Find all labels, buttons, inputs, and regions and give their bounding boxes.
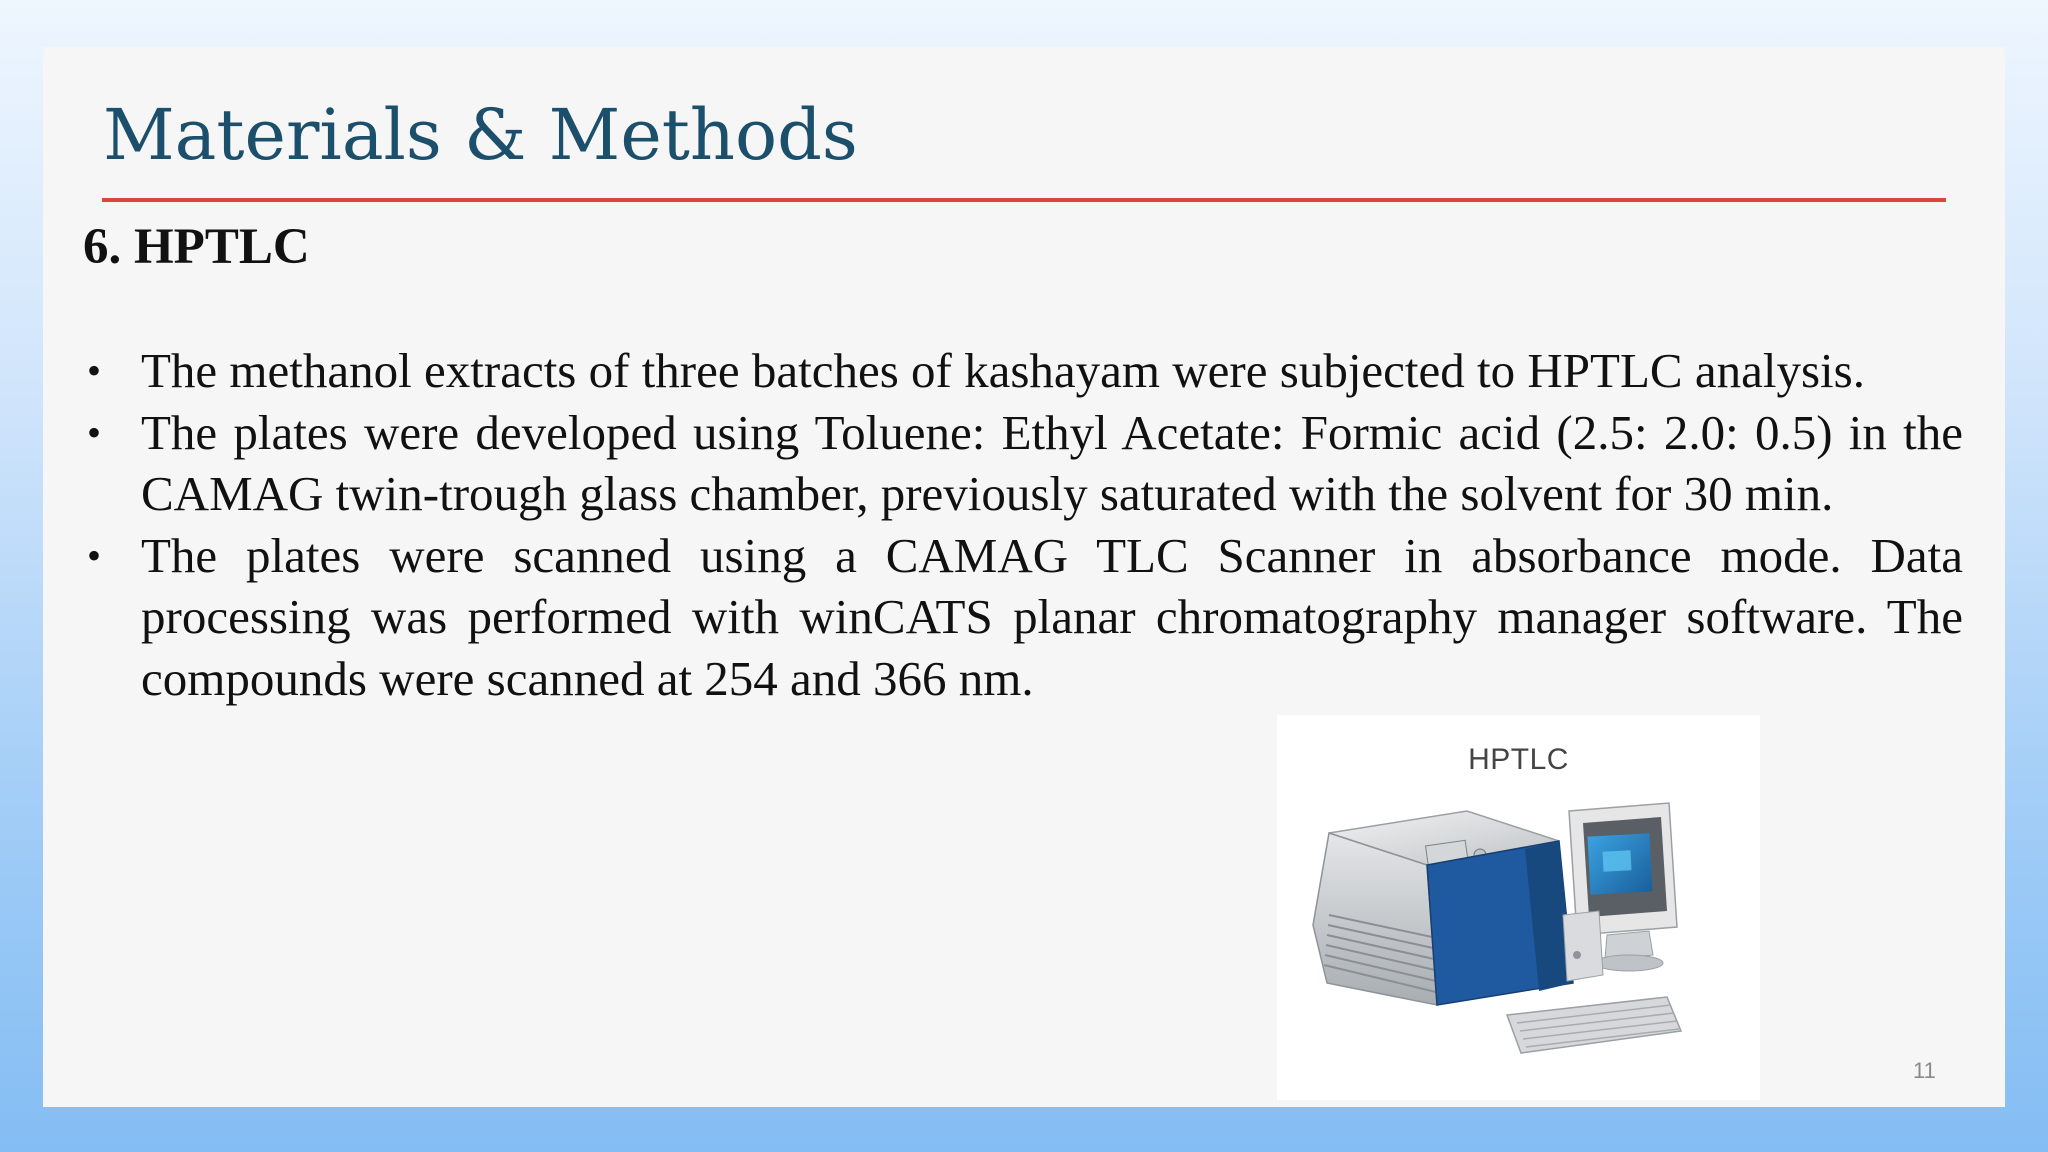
hptlc-instrument-image (1277, 715, 1760, 1100)
bullet-text: The methanol extracts of three batches of kashayam were subjected to HPTLC analysis. (141, 343, 1865, 398)
slide (43, 47, 2005, 1107)
bullet-item (83, 402, 1963, 525)
bullet-item (83, 525, 1963, 710)
bullet-text: The plates were scanned using a CAMAG TLC Scanner in absorbance mode. Data processing was performed with winCATS planar chromatography manager software. The compounds were scanned at 254 and 366 nm. (141, 527, 1963, 706)
slide-title: Materials & Methods (103, 94, 858, 176)
page-number: 11 (1913, 1058, 1936, 1083)
bullet-icon: • (87, 532, 102, 578)
section-heading: 6. HPTLC (83, 219, 310, 275)
bullet-list (83, 340, 1963, 709)
bullet-icon: • (87, 348, 102, 393)
bullet-item (83, 340, 1963, 402)
bullet-icon: • (87, 409, 102, 455)
title-divider (102, 198, 1946, 202)
image-caption: HPTLC (1468, 743, 1569, 776)
bullet-text: The plates were developed using Toluene: Ethyl Acetate: Formic acid (2.5: 2.0: 0.5) in the CAMAG twin-trough glass chamber, previously saturated with the solvent for 30 min. (141, 404, 1963, 521)
